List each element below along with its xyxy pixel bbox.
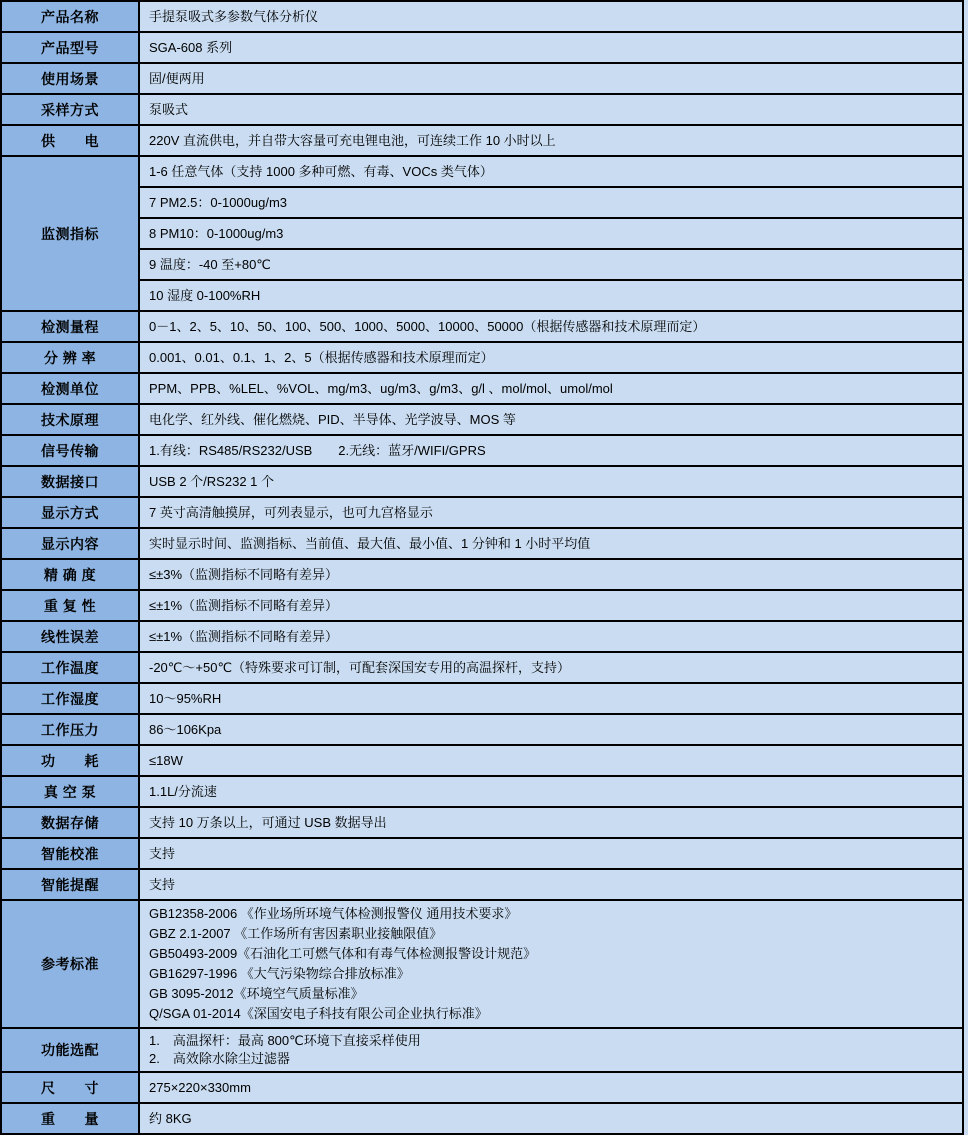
row-label-linearity-error: 线性误差 [1, 621, 139, 652]
row-value-resolution: 0.001、0.01、0.1、1、2、5（根据传感器和技术原理而定） [139, 342, 963, 373]
table-row [1, 218, 963, 249]
table-row [1, 559, 963, 590]
table-row [1, 714, 963, 745]
row-label-repeatability: 重 复 性 [1, 590, 139, 621]
table-row [1, 745, 963, 776]
table-row [1, 900, 963, 1028]
table-row [1, 838, 963, 869]
row-label-power-supply: 供 电 [1, 125, 139, 156]
row-label-display-mode: 显示方式 [1, 497, 139, 528]
row-value-smart-calibration: 支持 [139, 838, 963, 869]
table-row [1, 652, 963, 683]
row-value-working-pressure: 86～106Kpa [139, 714, 963, 745]
table-row [1, 373, 963, 404]
table-row [1, 1072, 963, 1103]
row-value-working-humidity: 10～95%RH [139, 683, 963, 714]
table-row [1, 621, 963, 652]
row-value-vacuum-pump: 1.1L/分流速 [139, 776, 963, 807]
table-row [1, 156, 963, 187]
table-row [1, 94, 963, 125]
row-label-technical-principle: 技术原理 [1, 404, 139, 435]
reference-standard-line: GB 3095-2012《环境空气质量标准》 [149, 986, 364, 1001]
row-label-display-content: 显示内容 [1, 528, 139, 559]
row-label-model: 产品型号 [1, 32, 139, 63]
table-row [1, 342, 963, 373]
row-value-model: SGA-608 系列 [139, 32, 963, 63]
table-row [1, 311, 963, 342]
table-row [1, 280, 963, 311]
reference-standard-line: GB50493-2009《石油化工可燃气体和有毒气体检测报警设计规范》 [149, 946, 537, 961]
row-label-product-name: 产品名称 [1, 1, 139, 32]
row-value-signal-transmission: 1.有线：RS485/RS232/USB 2.无线：蓝牙/WIFI/GPRS [139, 435, 963, 466]
row-value-data-interface: USB 2 个/RS232 1 个 [139, 466, 963, 497]
row-label-reference-standards: 参考标准 [1, 900, 139, 1028]
row-label-weight: 重 量 [1, 1103, 139, 1134]
row-label-working-pressure: 工作压力 [1, 714, 139, 745]
table-row [1, 63, 963, 94]
row-value-indicator-1: 1-6 任意气体（支持 1000 多种可燃、有毒、VOCs 类气体） [139, 156, 963, 187]
row-value-product-name: 手提泵吸式多参数气体分析仪 [139, 1, 963, 32]
table-row [1, 125, 963, 156]
row-label-smart-reminder: 智能提醒 [1, 869, 139, 900]
table-row [1, 435, 963, 466]
table-row [1, 1103, 963, 1134]
row-value-power-consumption: ≤18W [139, 745, 963, 776]
table-row [1, 869, 963, 900]
table-row [1, 1, 963, 32]
row-value-display-content: 实时显示时间、监测指标、当前值、最大值、最小值、1 分钟和 1 小时平均值 [139, 528, 963, 559]
row-label-smart-calibration: 智能校准 [1, 838, 139, 869]
row-value-weight: 约 8KG [139, 1103, 963, 1134]
row-label-detection-range: 检测量程 [1, 311, 139, 342]
row-value-indicator-3: 8 PM10：0-1000ug/m3 [139, 218, 963, 249]
reference-standard-line: GB16297-1996 《大气污染物综合排放标准》 [149, 966, 410, 981]
row-label-usage-scene: 使用场景 [1, 63, 139, 94]
optional-feature-line: 1. 高温探杆：最高 800℃环境下直接采样使用 [149, 1033, 421, 1048]
row-label-signal-transmission: 信号传输 [1, 435, 139, 466]
row-value-dimensions: 275×220×330mm [139, 1072, 963, 1103]
table-row [1, 1028, 963, 1072]
row-label-data-storage: 数据存储 [1, 807, 139, 838]
row-value-sampling-method: 泵吸式 [139, 94, 963, 125]
row-value-power-supply: 220V 直流供电，并自带大容量可充电锂电池，可连续工作 10 小时以上 [139, 125, 963, 156]
row-value-working-temperature: -20℃～+50℃（特殊要求可订制，可配套深国安专用的高温探杆，支持） [139, 652, 963, 683]
table-row [1, 466, 963, 497]
row-value-repeatability: ≤±1%（监测指标不同略有差异） [139, 590, 963, 621]
row-value-indicator-2: 7 PM2.5：0-1000ug/m3 [139, 187, 963, 218]
row-value-detection-range: 0－1、2、5、10、50、100、500、1000、5000、10000、50000（根据传感器和技术原理而定） [139, 311, 963, 342]
row-label-detection-unit: 检测单位 [1, 373, 139, 404]
row-label-vacuum-pump: 真 空 泵 [1, 776, 139, 807]
reference-standard-line: GBZ 2.1-2007 《工作场所有害因素职业接触限值》 [149, 926, 443, 941]
table-row [1, 776, 963, 807]
row-value-usage-scene: 固/便两用 [139, 63, 963, 94]
row-label-resolution: 分 辨 率 [1, 342, 139, 373]
row-value-display-mode: 7 英寸高清触摸屏，可列表显示，也可九宫格显示 [139, 497, 963, 528]
row-value-indicator-4: 9 温度：-40 至+80℃ [139, 249, 963, 280]
row-label-dimensions: 尺 寸 [1, 1072, 139, 1103]
reference-standard-line: Q/SGA 01-2014《深国安电子科技有限公司企业执行标准》 [149, 1006, 488, 1021]
row-value-detection-unit: PPM、PPB、%LEL、%VOL、mg/m3、ug/m3、g/m3、g/l 、mol/mol、umol/mol [139, 373, 963, 404]
row-label-working-temperature: 工作温度 [1, 652, 139, 683]
table-row [1, 187, 963, 218]
table-row [1, 528, 963, 559]
table-row [1, 249, 963, 280]
table-row [1, 404, 963, 435]
row-value-accuracy: ≤±3%（监测指标不同略有差异） [139, 559, 963, 590]
table-row [1, 590, 963, 621]
row-label-power-consumption: 功 耗 [1, 745, 139, 776]
row-label-monitoring-indicators: 监测指标 [1, 156, 139, 311]
row-label-sampling-method: 采样方式 [1, 94, 139, 125]
row-value-technical-principle: 电化学、红外线、催化燃烧、PID、半导体、光学波导、MOS 等 [139, 404, 963, 435]
row-label-data-interface: 数据接口 [1, 466, 139, 497]
row-value-indicator-5: 10 湿度 0-100%RH [139, 280, 963, 311]
reference-standard-line: GB12358-2006 《作业场所环境气体检测报警仪 通用技术要求》 [149, 906, 518, 921]
table-row [1, 32, 963, 63]
row-value-data-storage: 支持 10 万条以上，可通过 USB 数据导出 [139, 807, 963, 838]
row-label-working-humidity: 工作湿度 [1, 683, 139, 714]
row-value-reference-standards [139, 900, 963, 1028]
row-value-optional-features [139, 1028, 963, 1072]
row-value-smart-reminder: 支持 [139, 869, 963, 900]
table-row [1, 683, 963, 714]
table-row [1, 497, 963, 528]
optional-feature-line: 2. 高效除水除尘过滤器 [149, 1051, 290, 1066]
row-value-linearity-error: ≤±1%（监测指标不同略有差异） [139, 621, 963, 652]
table-row [1, 807, 963, 838]
row-label-accuracy: 精 确 度 [1, 559, 139, 590]
row-label-optional-features: 功能选配 [1, 1028, 139, 1072]
